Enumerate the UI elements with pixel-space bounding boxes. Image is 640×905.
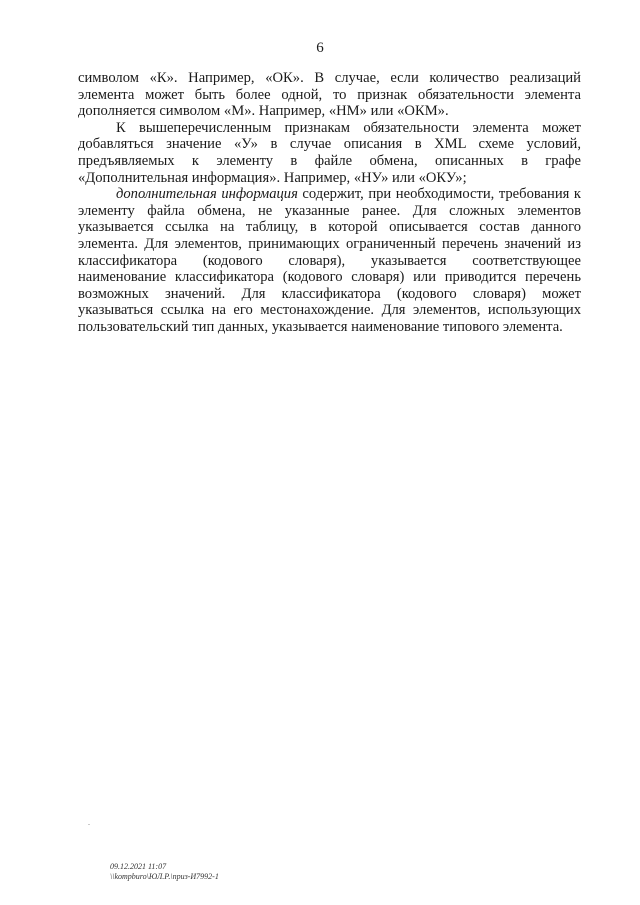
footer-stamp (110, 862, 219, 882)
margin-mark: . (88, 818, 90, 827)
document-body (78, 70, 581, 336)
paragraph-1: символом «К». Например, «ОК». В случае, если количество реализаций элемента может быть более одной, то признак обязательности элемента дополняется символом «М». Например, «НМ» или «ОКМ». (78, 70, 581, 120)
paragraph-2: К вышеперечисленным признакам обязательности элемента может добавляться значение «У» в случае описания в XML схеме условий, предъявляемых к элементу в файле обмена, описанных в графе «Дополнительная информация». Например, «НУ» или «ОКУ»; (78, 119, 581, 186)
footer-date: 09.12.2021 11:07 (110, 862, 167, 871)
page-number: 6 (316, 40, 324, 56)
paragraph-3-text: содержит, при необходимости, требования к элементу файла обмена, не указанные ранее. Для сложных элементов указывается ссылка на таблицу, в которой описывается состав данного элемента. Для элементов, принимающих ограниченный перечень значений из классификатора (кодового словаря), указывается соответствующее наименование классификатора (кодового словаря) или приводится перечень возможных значений. Для классификатора (кодового словаря) может указываться ссылка на его местонахождение. Для элементов, использующих пользовательский тип данных, указывается наименование типового элемента. (78, 186, 582, 335)
footer-path: \\kompburo\ЮЛ.Р.\приз-И7992-1 (110, 872, 219, 881)
term-additional-info: дополнительная информация (116, 186, 298, 203)
paragraph-3 (78, 186, 581, 335)
